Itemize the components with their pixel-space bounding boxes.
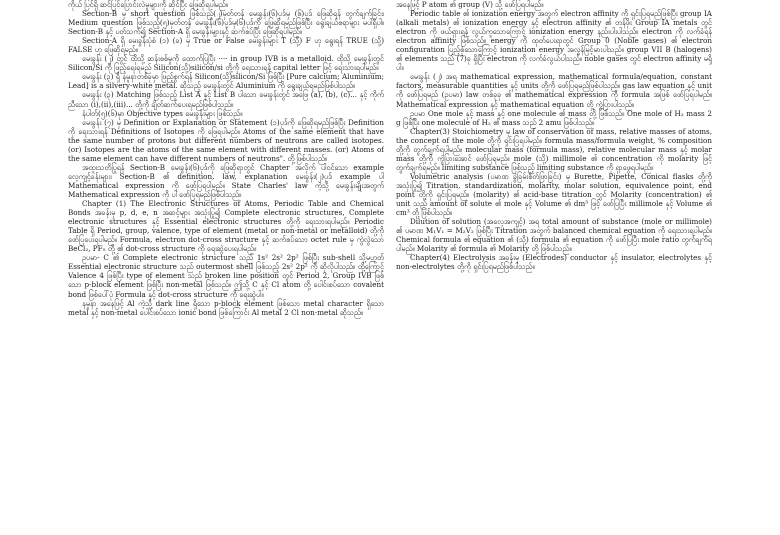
paragraph: မေးခွန်း (၂) တွင် ထိုသို့ ဆန်းစစ်မှုကို ထောက်ပြပြီး ···· in group IVB is a metalloid. ထိုသို့ မေးခွန်းတွင် Silicon/Si ကို ဖြည့်ရေးရမည် Silicon(သို့)silicon/si တို့ကို ရေးသားရန် capital letter ဖြင့် ရေးသားရပါမည်။ (68, 54, 384, 73)
paragraph: နမူနာ အနေဖြင့် Al ကဲ့သို့ dark line ရှိသော p-block element ဖြစ်သော metal character ရှိသော metal နှင့် non-metal ပေါင်းစပ်သော ionic bond ဖြစ်ကြောင်း Al metal 2 Cl non-metal ဆိုသည်။ (68, 298, 384, 317)
paragraph: မေးခွန်း (၂) အရ mathematical expression, mathematical formula/equation, constant factors, measurable quantities နှင့် units တို့ကို ဖော်ပြရမည်ဖြစ်ပါသည်။ gas law equation နှင့် unit ကို ဖော်ပြရမည် (ဥပမာ) law တစ်ခုခု ၏ mathematical expression ကို formula အဖြစ် ဖော်ပြရပါမည်။ Mathematical expression နှင့် mathematical equation တို့ ကွဲပြားပါသည်။ (396, 72, 712, 109)
right-column (396, 0, 712, 535)
paragraph: Periodic table ၏ ionization energy အတွက် electron affinity ကို ရှင်းပြရမည်ဖြစ်ပြီး group IA (alkali metals) ၏ ionization energy နှင့် electron affinity ၏ တန်ဖိုး Group IA metals တွင် electron ကို ဖယ်ရှားရန် လွယ်ကူသောကြောင့် ionization energy နည်းပါးပါသည်။ electron ကို လက်ခံရန် electron affinity ဖြစ်သည်။ energy ကို ထုတ်ပေးရာတွင် Group 0 (Noble gases) ၏ electron configuration ပြည့်စုံသောကြောင့် ionization energy အလွန်မြင့်မားပါသည်။ group VII B (halogens) ၏ elements သည် (7)ခု ရှိပြီး electron ကို လက်ခံလွယ်ပါသည်။ noble gases တွင် electron affinity မရှိပါ။ (396, 9, 712, 73)
paragraph: မေးခွန်း (၃) ရှိ နမူနာတစ်ခုမှာ ဖြည့်စွက်ရန် Silicon(သို့)silicon/Si ဖြစ်ပြီး [Pure calcium; Aluminium; Lead] is a silvery-white metal. ဆိုသည့် မေးခွန်းတွင် Aluminium ကို ရွေးချယ်ရမည်ဖြစ်ပါသည်။ (68, 72, 384, 91)
paragraph: Chapter(4) Electrolysis အခန်းမှ (Electrodes) conductor နှင့် insulator, electrolytes နှင့် non-electrolytes တို့ကို ရှင်းပြရမည်ဖြစ်ပါသည်။ (396, 253, 712, 272)
paragraph: Chapter(3) Stoichiometry မှ law of conservation of mass, relative masses of atoms, the concept of the mole တို့ကို ရှင်းပြရပါမည်။ formula mass/formula weight, % composition တို့ကို တွက်ချက်ရပါမည်။ molecular mass (formula mass), relative molecular mass နှင့် molar mass တို့ကို ကွဲပြားအောင် ဖော်ပြရမည်။ mole (သို့) millimole ၏ concentration ကို molarity ဖြင့် တွက်ချက်ရမည်။ limiting substance ဖြစ်သည့် limiting substance ကို ရှာဖွေရပါမည်။ (396, 126, 712, 172)
paragraph: Volumetric analysis (ပမာဏ ခွဲခြမ်းစိတ်ဖြာခြင်း) မှ Burette, Pipette, Conical flasks တို့ကို အသုံးပြု၍ Titration, standardization, molarity, molar solution, equivalence point, end point တို့ကို ရှင်းပြရမည်။ (molarity) ၏ acid-base titration တွင် Molarity (concentration) ၏ unit သည် amount of solute ၏ mole နှင့် Volume ၏ dm³ ဖြင့် ဖော်ပြပြီး millimole နှင့် Volume ၏ cm³ တို့ ဖြစ်ပါသည်။ (396, 171, 712, 218)
left-column (68, 0, 384, 535)
paragraph: အထူးသတိပြုရန် Section-B မေးခွန်း(၆)ပုဒ်ကို ဖြေဆိုရာတွင် Chapter အလိုက် ပါဝင်သော example လေ့ကျင့်ခန်းများ၊ Section-B ၏ definition, law, explanation မေးခွန်း(၂)ပုဒ် example ပါ Mathematical expression ကို ဖော်ပြရပါမည်။ State Charles' law ကဲ့သို့ မေးခွန်းမျိုးအတွက် Mathematical expression ကို ပါ ဖော်ပြရမည်ဖြစ်ပါသည်။ (68, 162, 384, 199)
paragraph: ဥပမာ One mole နှင့် mass နှင့် one molecule ၏ mass တို့ ဖြစ်သည်။ One mole of H₂ mass 2 g ဖြစ်ပြီး one molecule of H₂ ၏ mass သည် 2 amu ဖြစ်ပါသည်။ (396, 108, 712, 127)
paragraph: Dilution of solution (အလေ့အကျင့်) အရ total amount of substance (mole or millimole) ၏ ပမာဏ M₁V₁ = M₂V₂ ဖြစ်ပြီး Titration အတွက် balanced chemical equation ကို ရေးသားရပါမည်။ Chemical formula ၏ equation ၏ (သို့) formula ၏ equation ကို ဖော်ပြပြီး mole ratio တွက်ချက်ရပါမည်။ Molarity ၏ formula ၏ Molarity တို့ ဖြစ်ပါသည်။ (396, 217, 712, 254)
paragraph: Section-B မှ short question ဖြစ်သည့်(၂)မှတ်တန် မေးခွန်း(၆)ပုဒ်မှ (၆)ပုဒ် ဖြေဆိုရန် တွက်ချက်ခြင်း၊ Medium question ဖြစ်သည့်(၅)မှတ်တန် မေးခွန်း(၆)ပုဒ်မှ(၆)ပုဒ်ကို ဖြေဆိုရမည်ဖြစ်ပြီး ရွေးချယ်စရာများ မပါရှိပါ။ Section-B နှင့် ပတ်သက်၍ Section-A ရှိ မေးခွန်းများနှင့် ဆက်စပ်ပြီး ဖြေဆိုရပါမည်။ (68, 9, 384, 37)
paragraph: Chapter (1) The Electronic Structures of Atoms, Periodic Table and Chemical Bonds အခန်းမှ p, d, e, n အဆင့်များ အသုံးပြု၍ Complete electronic structures, Complete electronic structures နှင့် Essential electronic structures တို့ကို ရေးသားရပါမည်။ Periodic Table ရှိ Period, group, valence, type of element (metal or non-metal or metalloid) တို့ကို ဖော်ပြပေးရပါမည်။ Formula, electron dot-cross structure နှင့် ဆက်စပ်သော octet rule မှ ကွဲလွဲသော BeCl₂, PF₅ တို့ ၏ dot-cross structure ကို ရေးဆွဲပေးရပါမည်။ (68, 199, 384, 254)
paragraph: Section-A ရှိ မေးခွန်းပုံစံ (၁) (ခ) မှ True or False မေးခွန်းများ T (သို့) F ဟု ရွေးရန် TRUE (သို့) FALSE ဟု ဖြေဆိုရမည်။ (68, 36, 384, 55)
paragraph: နံပါတ်(၅)(၆)မှာ Objective types မေးခွန်းများ ဖြစ်သည်။ (82, 108, 243, 118)
paragraph: ဥပမာ- C ၏ Complete electronic structure သည် 1s² 2s² 2p² ဖြစ်ပြီး sub-shell သို့မဟုတ် Essential electronic structure သည် outermost shell ဖြစ်သည့် 2s² 2p² ကို ဆိုလိုပါသည်။ ထို့ကြောင့် Valence 4 ဖြစ်ပြီး type of element သည် broken line position တွင် Period 2, Group IVB ဖြစ်သော p-block element ဖြစ်ပြီး non-metal ဖြစ်သည်။ ဤသို့ C နှင့် Cl atom တို့ ပေါင်းစပ်သော covalent bond ဖြစ်ပေါ်ပုံ Formula နှင့် dot-cross structure ကို ရေးဆွဲပါ။ (68, 253, 384, 299)
paragraph: မေးခွန်း (၇) မှ Definition or Explanation or Statement (၁)ပုဒ်ကို ဖြေဆိုရမည်ဖြစ်ပြီး Definition ကို ရေးသားရန် Definitions of Isotopes ကို ဖြေရပါမည်။ Atoms of the same element that have the same number of protons but different numbers of neutrons are called isotopes. (or) Isotopes are the atoms of the same element with different masses. (or) Atoms of the same element can have different numbers of neutrons". တို့ဖြစ်ပါသည်။ (68, 117, 384, 163)
paragraph: ကိုယ် ပြင်ရှိ ဆင်ပြင်ပြောင်းလဲမှုများကို ဆိုင်ပြီး ဖြေဆိုရပါမည်။ (68, 0, 228, 9)
paragraph: မေးခွန်း (၃) Matching ဖြစ်သည့် List A နှင့် List B ပါသော မေးခွန်းတွင် အဖြေ (a), (b), (c)... နှင့် ကိုက်ညီသော (i),(ii),(iii)... တို့ကို ချိတ်ဆက်ပေးရမည်ဖြစ်ပါသည်။ (68, 90, 384, 109)
paragraph: အနေဖြင့် P atom ၏ group (V) သို့ ဖော်ပြရပါမည်။ (396, 0, 544, 9)
